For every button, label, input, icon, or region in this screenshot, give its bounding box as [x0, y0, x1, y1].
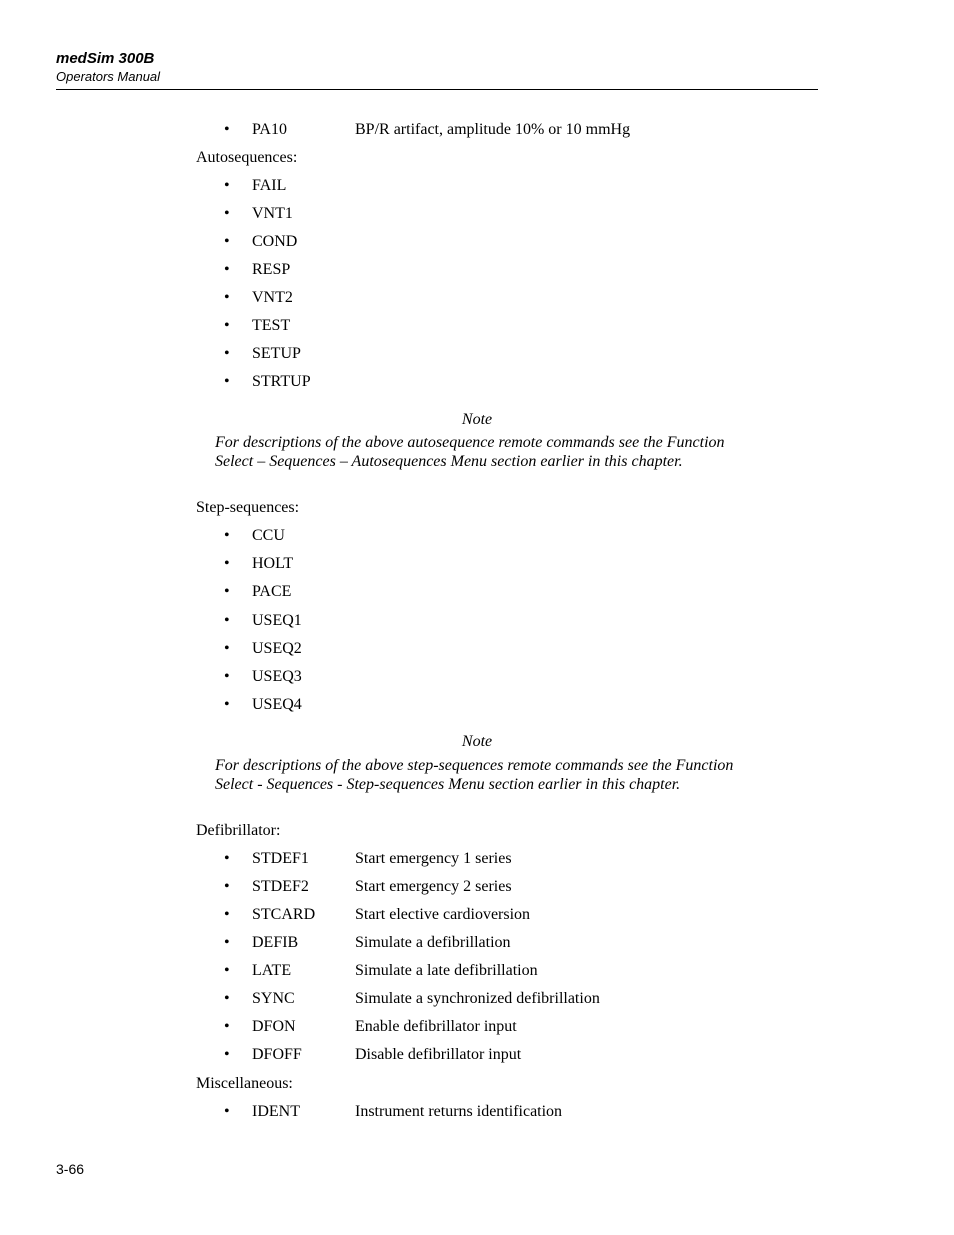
- bullet-icon: •: [224, 555, 230, 573]
- command-code: STCARD: [252, 906, 316, 923]
- bullet-icon: •: [224, 177, 230, 194]
- bullet-icon: •: [224, 345, 230, 362]
- bullet-icon: •: [224, 1103, 230, 1120]
- command-description: BP/R artifact, amplitude 10% or 10 mmHg: [355, 121, 631, 138]
- manual-title: medSim 300B: [56, 50, 155, 67]
- bullet-icon: •: [224, 583, 230, 601]
- command-code: IDENT: [252, 1103, 300, 1120]
- bullet-icon: •: [224, 990, 230, 1007]
- command-code: DEFIB: [252, 934, 299, 951]
- command-code: SYNC: [252, 990, 295, 1007]
- command-code: TEST: [252, 317, 291, 334]
- bullet-icon: •: [224, 205, 230, 222]
- section-label-miscellaneous: Miscellaneous:: [196, 1075, 293, 1092]
- command-code: USEQ1: [252, 611, 302, 629]
- command-description: Enable defibrillator input: [355, 1018, 517, 1035]
- note-title: Note: [461, 411, 493, 428]
- command-code: DFOFF: [252, 1046, 302, 1063]
- command-description: Instrument returns identification: [355, 1103, 563, 1120]
- bullet-icon: •: [224, 121, 230, 138]
- bullet-icon: •: [224, 373, 230, 390]
- running-header: [56, 49, 818, 90]
- command-description: Start emergency 1 series: [355, 850, 512, 867]
- bullet-icon: •: [224, 696, 230, 714]
- bullet-icon: •: [224, 317, 230, 334]
- command-code: VNT1: [252, 205, 293, 222]
- bullet-icon: •: [224, 906, 230, 923]
- command-code: VNT2: [252, 289, 293, 306]
- command-code: LATE: [252, 962, 292, 979]
- bullet-icon: •: [224, 289, 230, 306]
- command-description: Simulate a late defibrillation: [355, 962, 538, 979]
- command-code: USEQ4: [252, 696, 302, 714]
- note-text: For descriptions of the above autosequence remote commands see the Function Select – Sequences – Autosequences Menu section earlier in this chapter.: [215, 434, 725, 470]
- bullet-icon: •: [224, 1046, 230, 1063]
- command-code: RESP: [252, 261, 291, 278]
- command-description: Start elective cardioversion: [355, 906, 531, 923]
- bullet-icon: •: [224, 850, 230, 867]
- command-code: CCU: [252, 527, 285, 544]
- section-label-defibrillator: Defibrillator:: [196, 822, 281, 839]
- command-code: COND: [252, 233, 298, 250]
- command-description: Disable defibrillator input: [355, 1046, 522, 1063]
- command-code: PA10: [252, 121, 287, 138]
- command-description: Simulate a synchronized defibrillation: [355, 990, 600, 1007]
- bullet-icon: •: [224, 611, 230, 629]
- command-code: STDEF1: [252, 850, 309, 867]
- command-code: USEQ2: [252, 639, 302, 657]
- command-code: DFON: [252, 1018, 296, 1035]
- command-code: STDEF2: [252, 878, 309, 895]
- command-code: PACE: [252, 583, 292, 601]
- bullet-icon: •: [224, 668, 230, 685]
- bullet-icon: •: [224, 878, 230, 895]
- bullet-icon: •: [224, 934, 230, 951]
- section-label-step-sequences: Step-sequences:: [196, 499, 300, 516]
- command-code: SETUP: [252, 345, 301, 362]
- section-label-autosequences: Autosequences:: [196, 149, 298, 166]
- manual-subtitle: Operators Manual: [56, 69, 161, 84]
- command-description: Start emergency 2 series: [355, 878, 512, 895]
- bullet-icon: •: [224, 962, 230, 979]
- note-text: For descriptions of the above step-sequences remote commands see the Function Select - Sequences - Step-sequences Menu section earlier in this chapter.: [215, 757, 734, 793]
- bullet-icon: •: [224, 1018, 230, 1035]
- command-code: HOLT: [252, 555, 294, 573]
- command-code: STRTUP: [252, 373, 311, 390]
- command-description: Simulate a defibrillation: [355, 934, 511, 951]
- bullet-icon: •: [224, 527, 230, 544]
- command-code: USEQ3: [252, 668, 302, 685]
- bullet-icon: •: [224, 261, 230, 278]
- bullet-icon: •: [224, 233, 230, 250]
- bullet-icon: •: [224, 639, 230, 657]
- page-number: 3-66: [56, 1161, 85, 1177]
- command-code: FAIL: [252, 177, 287, 194]
- note-title: Note: [461, 733, 493, 750]
